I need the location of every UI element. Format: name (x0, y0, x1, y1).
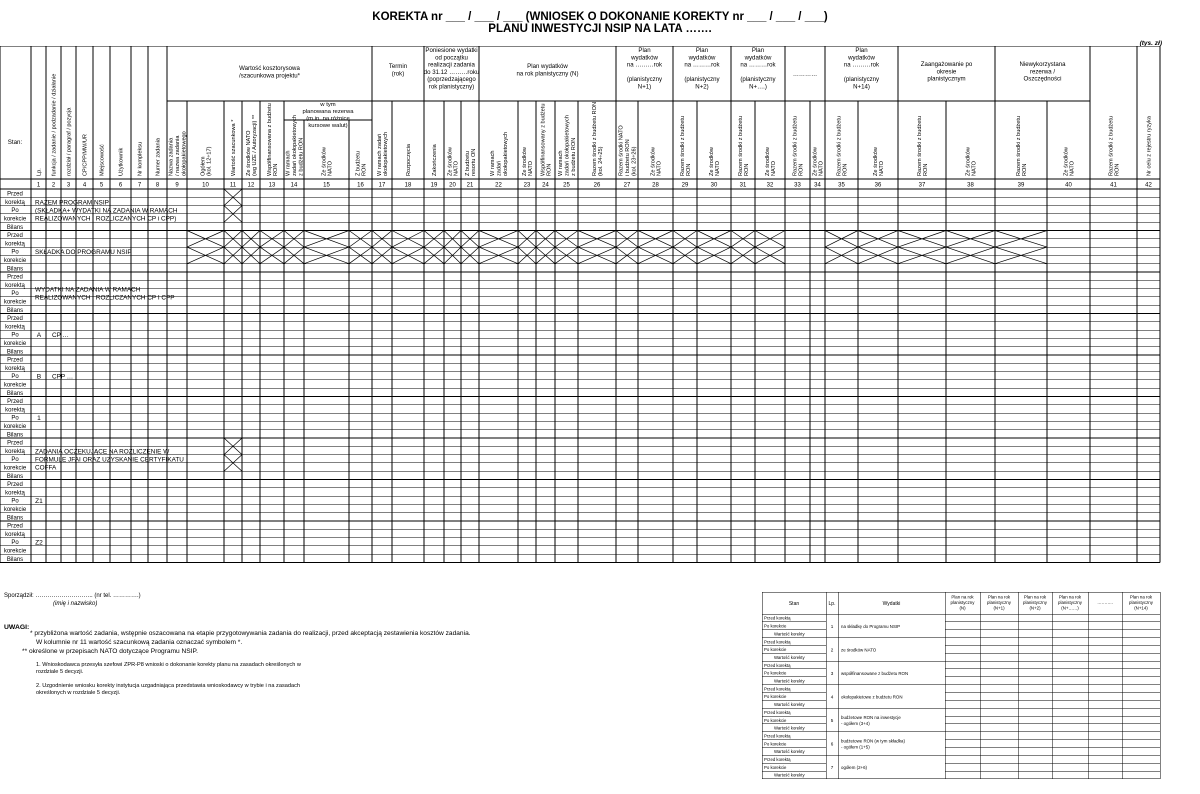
summary-lp: 2 (830, 647, 834, 653)
group-description: (SKŁADKA+ WYDATKI NA ZADANIA W RAMACH (35, 207, 178, 215)
group-header-text: od początku (435, 54, 468, 62)
column-number: 39 (1017, 182, 1025, 189)
column-number: 34 (814, 182, 821, 189)
row-status-label: korektą (5, 448, 25, 455)
column-number: 31 (739, 182, 747, 189)
summary-plan-header: Plan na rok (987, 594, 1011, 600)
summary-stan-label: Po korekcie (764, 741, 787, 747)
stan-header: Stan: (7, 139, 23, 146)
column-number: 18 (404, 182, 412, 189)
column-header-text: Użytkownik (118, 147, 125, 176)
column-number: 38 (967, 182, 974, 189)
summary-stan-label: Przed korektą (764, 686, 791, 692)
column-header-text: NATO (771, 160, 778, 176)
group-header-text: Plan (695, 47, 709, 54)
summary-expense-label: okołopakietowe z budżetu RON (841, 694, 903, 700)
subgroup-header-text: planowana rezerwa (302, 109, 354, 115)
row-status-label: Przed (7, 233, 23, 240)
summary-expense-label: na składkę do Programu NSIP (841, 623, 901, 629)
summary-stan-label: Wartość korekty (774, 654, 805, 660)
column-header-text: W ramach zadań (376, 133, 383, 176)
group-header-text: N+14) (853, 83, 870, 91)
row-status-label: Przed (7, 191, 23, 198)
summary-stan-label: Przed korektą (764, 639, 791, 645)
column-header-text: RON (273, 163, 280, 176)
summary-stan-label: Przed korektą (764, 615, 791, 621)
summary-header-text: Lp. (828, 601, 836, 607)
column-header-text: W ramach (285, 150, 292, 176)
column-number: 16 (357, 182, 364, 189)
group-label: A (36, 331, 42, 339)
column-header-text: W ramach (558, 150, 565, 176)
row-status-label: korektą (5, 324, 25, 331)
row-status-label: Przed (7, 399, 23, 406)
column-header-text: z budżetu RON (298, 137, 305, 176)
column-header-text: Razem środki z budżetu (1015, 115, 1022, 176)
row-status-label: korektą (5, 490, 25, 497)
summary-header-text: Stan (788, 601, 800, 607)
row-status-label: Po (11, 498, 19, 505)
column-number: 40 (1065, 182, 1072, 189)
row-status-label: Po (11, 457, 19, 464)
group-label: 1 (37, 414, 41, 422)
summary-stan-label: Przed korektą (764, 709, 791, 715)
group-header-text: wydatków (688, 54, 716, 62)
group-header-text: Plan (638, 47, 651, 54)
column-header-text: Ze środków NATO (245, 130, 252, 176)
summary-lp: 1 (830, 623, 834, 629)
column-number: 30 (710, 182, 718, 189)
note-estimate: * przybliżona wartość zadania, wstępnie oszacowana na etapie przygotowywania zadania do realizacji, przed akceptacją zestawienia kosztów zadania. (30, 630, 471, 637)
column-header-text: NATO (715, 160, 722, 176)
group-label: Z2 (35, 539, 43, 547)
group-header-text: (rok) (391, 70, 405, 78)
row-status-label: korektą (5, 365, 25, 372)
column-header-text: Współfinansowana z budżetu (266, 103, 273, 176)
row-status-label: Przed (7, 316, 23, 323)
column-header-text: W ramach (490, 150, 497, 176)
column-header-text: NATO (1069, 160, 1076, 176)
group-label: Z1 (35, 497, 43, 505)
column-header-text: RON (546, 163, 553, 176)
column-header-text: Razem środki z budżetu (679, 115, 686, 176)
column-number: 11 (229, 182, 237, 189)
group-header-text: Wartość kosztorysowa (239, 65, 300, 72)
column-header-text: NATO (453, 160, 460, 176)
summary-stan-label: Po korekcie (764, 647, 787, 653)
summary-lp: 6 (830, 741, 834, 747)
column-number: 12 (247, 182, 255, 189)
column-header-text: Ze środków (447, 147, 454, 176)
column-header-text: Ze środków (965, 147, 972, 176)
row-status-label: Bilans (6, 473, 24, 480)
nsip-plan-table (0, 46, 1200, 588)
column-header-text: Razem środki z budżetu (836, 115, 843, 176)
column-header-text: NATO (971, 160, 978, 176)
summary-plan-header: Plan na rok (1058, 594, 1082, 600)
group-header-text: na ………rok (843, 61, 880, 69)
column-number: 4 (82, 182, 87, 189)
column-header-text: RON (744, 163, 751, 176)
column-number: 1 (36, 182, 41, 189)
summary-lp: 5 (830, 717, 834, 723)
column-number: 10 (202, 182, 209, 189)
note-1-line-2: rozdziale 5 decyzji. (36, 669, 84, 675)
summary-expense-label: budżetowe RON (w tym składka) (841, 738, 905, 744)
group-header-text: planistycznym (927, 75, 966, 83)
note-2-line-1: 2. Uzgodnienie wniosku korekty instytucja uzgadniająca przedstawia wnioskodawcy w trybie i na zasadach (36, 683, 300, 689)
summary-table (762, 592, 1162, 790)
column-number: 25 (563, 182, 570, 189)
column-header-text: RON (842, 163, 849, 176)
column-number: 17 (378, 182, 386, 189)
row-status-label: Przed (7, 274, 23, 281)
column-number: 21 (466, 182, 474, 189)
column-number: 20 (449, 182, 456, 189)
column-header-text: okołopakietowego (181, 131, 188, 176)
row-status-label: korekcie (3, 258, 27, 264)
column-header-text: NATO (327, 160, 334, 176)
column-header-text: (kol. 23÷26) (631, 146, 638, 176)
group-header-text: na ………rok (740, 61, 776, 69)
group-header-text: (planistyczny (626, 76, 663, 84)
group-header-text: Plan wydatków (527, 63, 568, 70)
row-status-label: Przed (7, 482, 23, 489)
row-status-label: korektą (5, 282, 25, 289)
group-header-text: wydatków (744, 54, 772, 62)
unit-label: (tys. zł) (1139, 40, 1162, 47)
column-header-text: Współfinansowany z budżetu (540, 103, 547, 176)
column-header-text: funkcja / zadanie / podzadanie / działanie (51, 73, 58, 176)
row-status-label: korekcie (3, 299, 27, 306)
group-header-text: wydatków (848, 54, 875, 62)
group-header-text: (planistyczny (740, 76, 776, 84)
summary-stan-label: Po korekcie (764, 670, 787, 676)
column-number: 42 (1145, 182, 1152, 189)
row-status-label: korekcie (3, 465, 27, 472)
summary-stan-label: Przed korektą (764, 662, 791, 668)
subgroup-header-text: kursowe walut) (308, 123, 348, 129)
column-number: 22 (495, 182, 502, 189)
group-header-text: wydatków (631, 54, 658, 62)
column-number: 36 (874, 182, 882, 189)
column-header-text: Ze środków (764, 147, 771, 176)
row-status-label: Przed (7, 357, 23, 364)
note-2-line-2: określonych w rozdziale 5 decyzji. (36, 690, 121, 696)
column-header-text: Razem środki NATO (618, 125, 625, 176)
row-status-label: korekcie (3, 548, 27, 555)
group-description: REALIZOWANYCH I ROZLICZANYCH CP I CPP (35, 294, 175, 302)
row-status-label: Bilans (6, 432, 24, 439)
column-number: 13 (268, 182, 276, 189)
summary-plan-header: planistyczny (1058, 600, 1082, 605)
column-header-text: resortu ON (471, 148, 478, 176)
column-number: 6 (118, 182, 123, 189)
group-description: FORMULE JFAI ORAZ UZYSKANIE CERTYFIKATU (35, 456, 184, 464)
summary-plan-header: (N) (959, 605, 966, 611)
group-description: CPP … (52, 373, 74, 381)
row-status-label: korektą (5, 199, 25, 206)
prepared-by-line: Sporządził: ……………………….. (nr tel. ………….) (4, 593, 141, 599)
column-header-text: RON (1022, 163, 1029, 176)
row-status-label: korekcie (3, 507, 27, 513)
group-description: CP … (52, 331, 69, 339)
row-status-label: Bilans (6, 224, 24, 231)
row-status-label: korektą (5, 531, 25, 538)
column-header-text: (wg UZE / Autoryzacji) ** (252, 114, 259, 176)
column-header-text: okołopakietowych (383, 131, 390, 176)
column-header-text: Ze środków (521, 147, 528, 176)
row-status-label: Bilans (6, 556, 24, 563)
column-header-text: Ze środków (1063, 147, 1070, 176)
column-header-text: Razem środki z budżetu (1108, 115, 1115, 176)
note-1-line-1: 1. Wnioskodawca przesyła szefowi ZPR-P8 wnioski o dokonanie korekty planu na zasadach określonych w (36, 662, 301, 668)
summary-expense-label: współfinansowane z budżetu RON (841, 670, 909, 676)
column-header-text: RON (686, 163, 693, 176)
group-header-text: N+1) (637, 83, 652, 91)
group-header-text: do 31.12 ………roku (423, 68, 480, 76)
group-header-text: (planistyczny (843, 76, 880, 84)
row-status-label: Przed (7, 523, 23, 530)
column-number: 19 (430, 182, 438, 189)
notes-heading: UWAGI: (4, 624, 30, 631)
column-header-text: NATO (528, 160, 535, 176)
group-header-text: N+….) (749, 83, 767, 91)
row-status-label: Po (11, 249, 19, 256)
summary-stan-label: Po korekcie (764, 623, 787, 629)
summary-plan-header: planistyczny (950, 600, 975, 605)
column-number: 9 (175, 182, 179, 189)
group-header-text: okresie (936, 68, 957, 76)
group-header-text: /szacunkowa projektu* (239, 72, 300, 80)
summary-plan-header: (N+1) (993, 605, 1005, 611)
row-status-label: Po (11, 540, 19, 547)
column-header-text: RON (923, 163, 930, 176)
summary-stan-label: Wartość korekty (774, 678, 805, 684)
group-description: COFFA (35, 464, 57, 472)
summary-plan-header: planistyczny (987, 600, 1011, 605)
summary-stan-label: Po korekcie (764, 764, 787, 770)
row-status-label: korekcie (3, 341, 27, 347)
group-header-text: rok planistyczny) (428, 83, 475, 91)
column-number: 32 (766, 182, 774, 189)
summary-plan-header: (N+14) (1134, 605, 1148, 611)
column-header-text: Ze środków (872, 147, 879, 176)
summary-expense-label: - ogółem (3+4) (841, 720, 870, 726)
row-status-label: korektą (5, 407, 25, 414)
summary-stan-label: Po korekcie (764, 717, 787, 723)
row-status-label: Po (11, 291, 19, 298)
row-status-label: Bilans (6, 390, 24, 397)
column-header-text: z budżetu RON (570, 137, 577, 176)
group-header-text: ………… (792, 71, 818, 78)
column-header-text: (kol. 24÷25) (598, 146, 605, 176)
summary-stan-label: Po korekcie (764, 694, 787, 700)
summary-plan-header: ……….. (1097, 600, 1113, 605)
summary-stan-label: Wartość korekty (774, 772, 805, 778)
group-description: SKŁADKA DO PROGRAMU NSIP (35, 248, 132, 256)
column-header-text: Ze środków (650, 147, 657, 176)
row-status-label: korekcie (3, 382, 27, 389)
column-number: 28 (652, 182, 659, 189)
column-header-text: Z budżetu (464, 151, 471, 176)
group-description: ZADANIA OCZEKUJĄCE NA ROZLICZENIE W (35, 448, 170, 456)
column-number: 27 (623, 182, 631, 189)
column-number: 7 (137, 182, 142, 189)
group-header-text: rezerwa / (1029, 68, 1056, 76)
column-number: 23 (523, 182, 531, 189)
column-header-text: Razem środki z budżetu (737, 115, 744, 176)
column-header-text: NATO (818, 160, 825, 176)
group-header-text: na ………rok (684, 61, 720, 69)
summary-stan-label: Wartość korekty (774, 725, 805, 731)
summary-expense-label: ogółem (2+6) (841, 765, 867, 771)
column-header-text: Ze środków (812, 147, 819, 176)
row-status-label: Po (11, 208, 19, 215)
column-number: 14 (290, 182, 298, 189)
column-header-text: Nr celu z rejestru ryzyka (1146, 116, 1153, 176)
column-header-text: RON (798, 163, 805, 176)
summary-expense-label: budżetowe RON na inwestycje (841, 715, 901, 721)
group-header-text: Termin (388, 63, 408, 70)
group-header-text: na ………rok (626, 61, 663, 69)
note-column-11: W kolumnie nr 11 wartość szacunkową zadania oznaczać symbolem *. (36, 639, 243, 646)
row-status-label: korekcie (3, 216, 27, 223)
summary-expense-label: ze środków NATO (841, 647, 877, 653)
column-header-text: RON (1114, 163, 1121, 176)
row-status-label: Bilans (6, 349, 24, 356)
column-header-text: zadań okołopakietowych (292, 115, 298, 176)
column-header-text: zadań (496, 160, 503, 176)
column-number: 41 (1110, 182, 1117, 189)
column-header-text: okołopakietowych (502, 131, 509, 176)
row-status-label: Bilans (6, 266, 24, 273)
column-number: 15 (323, 182, 330, 189)
column-header-text: Miejscowość (99, 144, 106, 176)
column-header-text: Wartość szacunkowa * (231, 119, 237, 176)
row-status-label: Bilans (6, 307, 24, 314)
summary-lp: 3 (830, 670, 834, 676)
summary-expense-label: - ogółem (1+5) (841, 744, 870, 750)
column-header-text: Zakończenia (432, 144, 438, 176)
subgroup-header-text: w tym (320, 102, 336, 108)
column-number: 33 (794, 182, 801, 189)
name-caption: (imię i nazwisko) (53, 601, 98, 607)
subgroup-header-text: (m.in. na różnice (306, 116, 350, 122)
summary-stan-label: Przed korektą (764, 733, 791, 739)
column-header-text: RON (361, 163, 368, 176)
group-header-text: Poniesione wydatki (425, 47, 478, 54)
column-header-text: Nazwa zadania (168, 137, 175, 176)
summary-header-text: Wydatki (882, 601, 901, 607)
form-title: KOREKTA nr ___ / ___ / ___ (WNIOSEK O DOKONANIE KOREKTY nr ___ / ___ / ___) (372, 11, 828, 23)
group-description: WYDATKI NA ZADANIA W RAMACH (35, 286, 141, 294)
row-status-label: korekcie (3, 424, 27, 430)
summary-lp: 7 (830, 765, 834, 771)
row-status-label: korektą (5, 241, 25, 248)
column-header-text: CP/CPP/MW/UR (82, 134, 89, 176)
column-header-text: Razem środki z budżetu RON (591, 102, 598, 176)
group-label: B (36, 373, 42, 381)
group-header-text: (poprzedzającego (427, 76, 476, 84)
group-header-text: N+2) (695, 83, 709, 91)
group-header-text: na rok planistyczny (N) (516, 70, 579, 78)
summary-stan-label: Wartość korekty (774, 631, 805, 637)
group-header-text: realizacji zadania (428, 61, 475, 69)
column-header-text: Nr kompleksu (137, 141, 144, 176)
group-header-text: Plan (855, 47, 868, 54)
column-header-text: Rozpoczęcia (406, 143, 412, 176)
summary-stan-label: Wartość korekty (774, 749, 805, 755)
summary-plan-header: Plan na rok (1129, 594, 1153, 600)
column-header-text: Numer zadania (155, 138, 162, 176)
column-header-text: i budżetu RON (625, 139, 631, 176)
summary-stan-label: Przed korektą (764, 757, 791, 762)
row-status-label: Przed (7, 440, 23, 447)
column-number: 3 (66, 182, 71, 189)
column-header-text: Razem środki z budżetu (916, 115, 923, 176)
summary-plan-header: Plan na rok (1023, 594, 1047, 600)
group-header-text: Oszczędności (1023, 75, 1062, 83)
summary-plan-header: Plan na rok (951, 594, 974, 600)
group-header-text: Plan (751, 47, 765, 54)
group-header-text: Niewykorzystana (1019, 61, 1066, 68)
group-header-text: Zaangażowanie po (920, 61, 973, 68)
group-description: REALIZOWANYCH I ROZLICZANYCH CP i CPP) (35, 215, 177, 223)
column-header-text: rozdział / paragraf / pozycja (66, 107, 73, 176)
summary-plan-header: planistyczny (1023, 600, 1047, 605)
column-header-text: Razem środki z budżetu (792, 115, 799, 176)
column-header-text: zadań okołopakietowych (564, 115, 571, 176)
column-header-text: Z budżetu (355, 151, 362, 176)
column-number: 5 (99, 182, 104, 189)
summary-lp: 4 (830, 694, 834, 700)
column-number: 8 (155, 182, 160, 189)
row-status-label: Po (11, 415, 19, 422)
column-header-text: Ogółem (200, 156, 207, 176)
column-header-text: Lp. (36, 168, 43, 176)
column-number: 37 (918, 182, 926, 189)
column-header-text: (kol. 12÷17) (206, 146, 213, 176)
column-number: 24 (542, 182, 549, 189)
note-nato-rules: ** określone w przepisach NATO dotyczące Programu NSIP. (22, 648, 198, 655)
column-header-text: Ze środków (708, 147, 715, 176)
column-number: 29 (681, 182, 689, 189)
group-description: RAZEM PROGRAM NSIP (35, 199, 109, 207)
group-header-text: (planistyczny (684, 76, 720, 84)
column-number: 35 (838, 182, 845, 189)
column-header-text: Ze środków (321, 147, 328, 176)
summary-plan-header: (N+2) (1029, 605, 1041, 611)
column-number: 26 (593, 182, 601, 189)
summary-plan-header: (N+……) (1061, 605, 1079, 611)
form-subtitle: PLANU INWESTYCJI NSIP NA LATA ……. (488, 23, 712, 35)
row-status-label: Po (11, 374, 19, 381)
summary-plan-header: planistyczny (1129, 600, 1153, 605)
column-header-text: / nazwa zadania (175, 135, 181, 176)
column-header-text: NATO (879, 160, 886, 176)
summary-stan-label: Wartość korekty (774, 702, 805, 708)
column-number: 2 (51, 182, 56, 189)
row-status-label: Po (11, 332, 19, 339)
row-status-label: Bilans (6, 515, 24, 522)
column-header-text: NATO (656, 160, 663, 176)
